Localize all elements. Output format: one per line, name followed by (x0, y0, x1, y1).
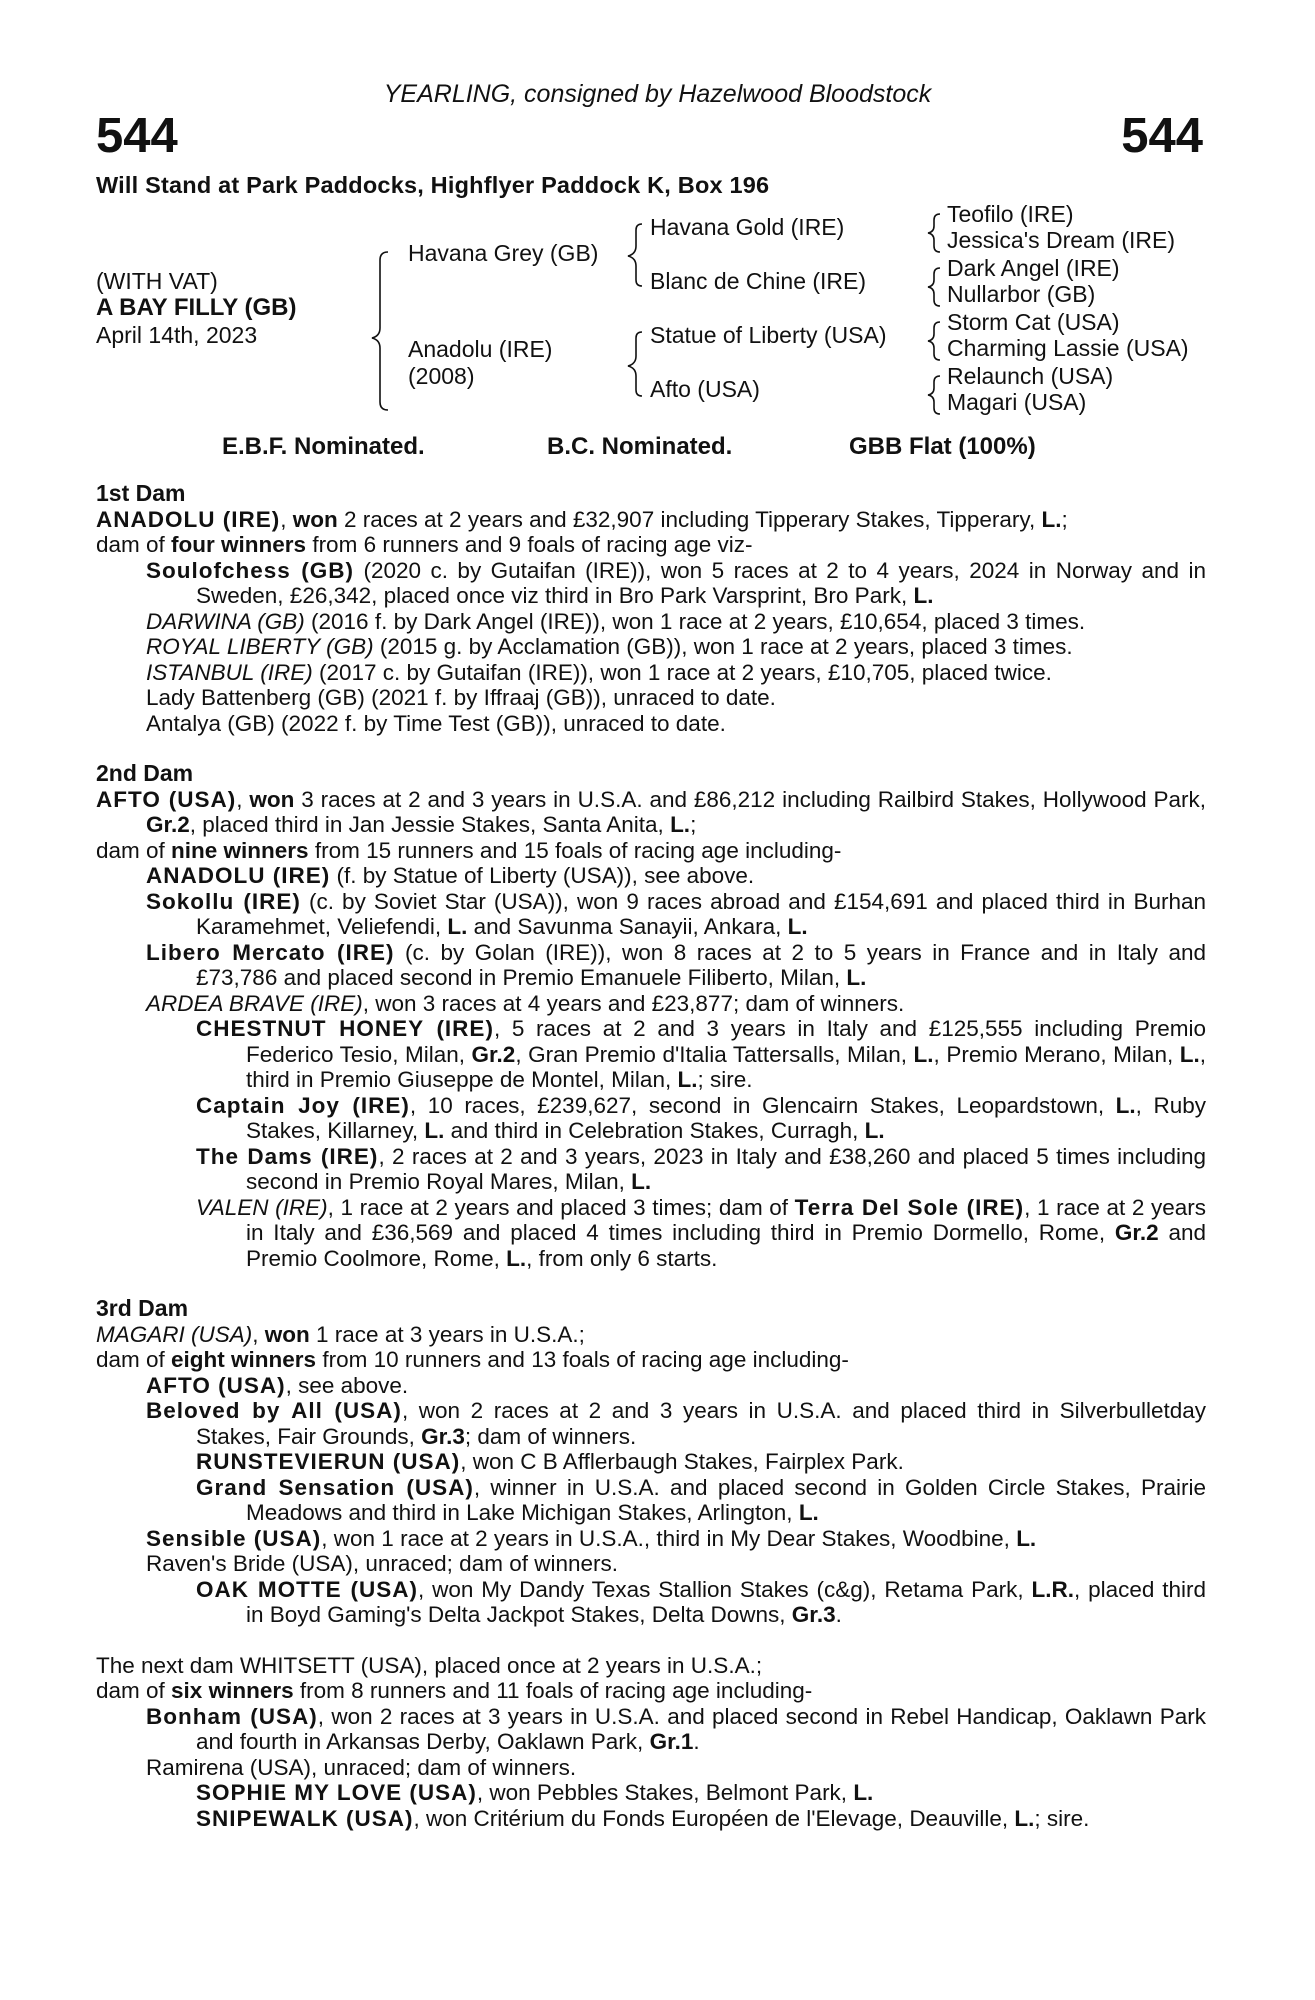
text: from 8 runners and 11 foals of racing age including- (293, 1678, 813, 1703)
list-item (96, 1093, 1206, 1144)
ancestor-6: Charming Lassie (USA) (947, 335, 1189, 361)
group-mark: Gr.1 (649, 1729, 694, 1754)
text: and third in Celebration Stakes, Curragh, (444, 1118, 865, 1143)
text: , 5 races at 2 and 3 years in Italy and £125,555 including Premio Federico Tesio, Milan, (246, 1016, 1206, 1067)
text: , placed third in Jan Jessie Stakes, Santa Anita, (189, 812, 671, 837)
listed-mark: L. (447, 914, 468, 939)
text: , placed third in Boyd Gaming's Delta Jackpot Stakes, Delta Downs, (246, 1576, 1207, 1627)
list-item (96, 558, 1206, 609)
horse-name: Terra Del Sole (IRE) (794, 1194, 1025, 1220)
group-mark: Gr.3 (791, 1602, 836, 1627)
horse-name: Libero Mercato (IRE) (146, 939, 395, 965)
list-item (96, 863, 1206, 889)
listed-mark: L. (1115, 1092, 1136, 1118)
list-item (96, 1806, 1206, 1832)
listed-mark: L. (1016, 1525, 1037, 1551)
vat-note: (WITH VAT) (96, 268, 218, 294)
text: , won 1 race at 2 years in U.S.A., third in My Dear Stakes, Woodbine, (321, 1525, 1017, 1551)
text: (2017 c. by Gutaifan (IRE)), won 1 race at 2 years, £10,705, placed twice. (312, 659, 1052, 685)
horse-name: VALEN (IRE) (196, 1194, 328, 1220)
text: , won C B Afflerbaugh Stakes, Fairplex Park. (460, 1449, 904, 1474)
horse-name: CHESTNUT HONEY (IRE) (196, 1016, 494, 1041)
text: , Ruby Stakes, Killarney, (246, 1092, 1206, 1143)
dam-name-bold: AFTO (USA) (96, 786, 237, 812)
second-dam-section (96, 761, 1206, 1271)
next-dam-section (96, 1653, 1206, 1832)
list-item (96, 1577, 1206, 1628)
text: , won 2 races at 3 years in U.S.A. and placed second in Rebel Handicap, Oaklawn Park and fourth in Arkansas Derby, Oaklawn Park, (196, 1703, 1206, 1754)
text: ; sire. (697, 1067, 753, 1092)
dam-year: (2008) (408, 363, 475, 389)
list-item (96, 1373, 1206, 1399)
list-item (96, 889, 1206, 940)
listed-mark: L. (798, 1500, 819, 1525)
list-item (96, 1780, 1206, 1806)
text: from 15 runners and 15 foals of racing age including- (308, 837, 842, 863)
dam-produce-summary (96, 1347, 1206, 1373)
horse-name: RUNSTEVIERUN (USA) (196, 1449, 461, 1474)
text: . (835, 1602, 842, 1627)
text: , won Critérium du Fonds Européen de l'Elevage, Deauville, (413, 1805, 1015, 1831)
listed-mark: L. (424, 1118, 445, 1143)
section-heading: 1st Dam (96, 480, 186, 506)
dam-record: AFTO (USA), won 3 races at 2 and 3 years in U.S.A. and £86,212 including Railbird Stakes, Hollywood Park, Gr.2, placed third in Jan Jessie Stakes, Santa Anita, L.; (96, 786, 1206, 837)
list-item (96, 991, 1206, 1017)
lot-number-left: 544 (96, 109, 178, 163)
won-word: won (264, 1321, 310, 1347)
third-dam-section (96, 1296, 1206, 1628)
text: , see above. (285, 1372, 409, 1398)
text: , won 3 races at 4 years and £23,877; dam of winners. (362, 990, 905, 1016)
group-mark: Gr.2 (1114, 1220, 1159, 1245)
listed-mark: L. (1014, 1805, 1035, 1831)
horse-name: DARWINA (GB) (146, 608, 305, 634)
horse-name: SOPHIE MY LOVE (USA) (196, 1780, 477, 1805)
text: dam of (96, 1678, 172, 1703)
horse-name: ROYAL LIBERTY (GB) (146, 634, 374, 659)
first-dam-section (96, 481, 1206, 736)
dam-produce-summary (96, 1678, 1206, 1704)
listed-mark: L. (506, 1245, 527, 1271)
dam-produce-summary (96, 532, 1206, 558)
horse-name: AFTO (USA) (146, 1372, 286, 1398)
listed-mark: L. (913, 1041, 934, 1067)
horse-name: Sensible (USA) (146, 1525, 322, 1551)
horse-name: Soulofchess (GB) (146, 557, 354, 583)
winners-count: four winners (171, 532, 307, 557)
listed-mark: L.R. (1031, 1576, 1074, 1602)
winners-count: nine winners (171, 837, 309, 863)
horse-name: SNIPEWALK (USA) (196, 1805, 414, 1831)
list-item (96, 1704, 1206, 1755)
ancestor-4: Nullarbor (GB) (947, 281, 1096, 307)
sire-dam: Blanc de Chine (IRE) (650, 268, 867, 294)
dam-dam: Afto (USA) (650, 376, 760, 402)
listed-mark: L. (864, 1118, 885, 1143)
text: (c. by Soviet Star (USA)), won 9 races abroad and £154,691 and placed third in Burhan Karamehmet, Veliefendi, (196, 888, 1206, 939)
text: , won 2 races at 2 and 3 years in U.S.A. and placed third in Silverbulletday Stakes, Fair Grounds, (196, 1398, 1206, 1449)
dam-name: MAGARI (USA) (96, 1321, 253, 1347)
text: (2020 c. by Gutaifan (IRE)), won 5 races at 2 to 4 years, 2024 in Norway and in Sweden, £26,342, placed once viz third in Bro Park Varsprint, Bro Park, (196, 557, 1206, 608)
sire-name: Havana Grey (GB) (408, 240, 599, 266)
list-item (96, 634, 1206, 660)
horse-name: Captain Joy (IRE) (196, 1092, 410, 1118)
won-word: won (249, 786, 295, 812)
ancestor-7: Relaunch (USA) (947, 363, 1114, 389)
text: dam of (96, 837, 172, 863)
text: from 10 runners and 13 foals of racing age including- (316, 1347, 849, 1372)
listed-mark: L. (787, 914, 808, 939)
list-item (96, 609, 1206, 635)
list-item (96, 1016, 1206, 1093)
record-text: 2 races at 2 years and £32,907 including Tipperary Stakes, Tipperary, (337, 506, 1042, 532)
horse-name: Bonham (USA) (146, 1703, 318, 1729)
list-item (96, 940, 1206, 991)
text: ; sire. (1034, 1805, 1090, 1831)
text: , 2 races at 2 and 3 years, 2023 in Italy and £38,260 and placed 5 times including second in Premio Royal Mares, Milan, (246, 1143, 1206, 1194)
group-mark: Gr.2 (471, 1041, 516, 1067)
text: , from only 6 starts. (526, 1245, 718, 1271)
winners-count: eight winners (171, 1347, 317, 1372)
list-item: Lady Battenberg (GB) (2021 f. by Iffraaj (GB)), unraced to date. (146, 685, 776, 710)
text: (2016 f. by Dark Angel (IRE)), won 1 race at 2 years, £10,654, placed 3 times. (304, 608, 1086, 634)
text: , 1 race at 2 years and placed 3 times; dam of (327, 1194, 795, 1220)
ancestor-5: Storm Cat (USA) (947, 309, 1120, 335)
gbb-status: GBB Flat (100%) (849, 433, 1036, 460)
list-item (96, 1144, 1206, 1195)
list-item (96, 1449, 1206, 1475)
text: from 6 runners and 9 foals of racing age viz- (306, 532, 753, 557)
text: ; dam of winners. (464, 1423, 637, 1449)
listed-mark: L. (1179, 1041, 1200, 1067)
text: , Premio Merano, Milan, (933, 1041, 1180, 1067)
list-item (96, 1475, 1206, 1526)
horse-name: ISTANBUL (IRE) (146, 659, 313, 685)
sire-sire: Havana Gold (IRE) (650, 214, 845, 240)
listed-mark: L. (1041, 506, 1062, 532)
text: , winner in U.S.A. and placed second in Golden Circle Stakes, Prairie Meadows and third in Lake Michigan Stakes, Arlington, (246, 1474, 1207, 1525)
text: and Premio Coolmore, Rome, (246, 1220, 1206, 1271)
pedigree-notes (96, 481, 1206, 1831)
text: (c. by Golan (IRE)), won 8 races at 2 to 5 years in France and in Italy and £73,786 and placed second in Premio Emanuele Filiberto, Milan, (196, 939, 1206, 990)
list-item: Ramirena (USA), unraced; dam of winners. (146, 1754, 577, 1780)
dam-produce-summary (96, 838, 1206, 864)
ancestor-3: Dark Angel (IRE) (947, 255, 1120, 281)
listed-mark: L. (853, 1780, 874, 1805)
stand-location: Will Stand at Park Paddocks, Highflyer Paddock K, Box 196 (96, 172, 770, 198)
list-item: Raven's Bride (USA), unraced; dam of winners. (146, 1551, 618, 1576)
punct: ; (1061, 506, 1068, 532)
text: , third in Premio Giuseppe de Montel, Milan, (246, 1041, 1207, 1092)
horse-name: ANADOLU (IRE) (146, 863, 331, 888)
ancestor-1: Teofilo (IRE) (947, 201, 1074, 227)
horse-name: ARDEA BRAVE (IRE) (146, 990, 363, 1016)
foaling-date: April 14th, 2023 (96, 322, 258, 348)
horse-name: Beloved by All (USA) (146, 1398, 402, 1423)
text: and Savunma Sanayii, Ankara, (467, 914, 788, 939)
won-word: won (292, 506, 338, 532)
horse-name: Sokollu (IRE) (146, 888, 301, 914)
winners-count: six winners (171, 1678, 294, 1703)
text: , won Pebbles Stakes, Belmont Park, (476, 1780, 854, 1805)
group-mark: Gr.3 (421, 1423, 465, 1449)
text: 3 races at 2 and 3 years in U.S.A. and £86,212 including Railbird Stakes, Hollywood Park, (294, 786, 1206, 812)
punct: ; (690, 812, 697, 837)
dam-sire: Statue of Liberty (USA) (650, 322, 887, 348)
ebf-nomination: E.B.F. Nominated. (222, 433, 425, 460)
text: , won My Dandy Texas Stallion Stakes (c&g), Retama Park, (417, 1576, 1032, 1602)
ancestor-8: Magari (USA) (947, 389, 1087, 415)
listed-mark: L. (670, 812, 691, 837)
text: . (693, 1729, 700, 1754)
next-dam-record: The next dam WHITSETT (USA), placed once at 2 years in U.S.A.; (96, 1652, 763, 1678)
section-heading: 2nd Dam (96, 760, 194, 786)
dam-record: ANADOLU (IRE), won 2 races at 2 years and £32,907 including Tipperary Stakes, Tipperary, L.; (96, 506, 1068, 532)
list-item (96, 1526, 1206, 1552)
dam-name: Anadolu (IRE) (408, 336, 553, 362)
text: , 1 race at 2 years in Italy and £36,569 and placed 4 times including third in Premio Dormello, Rome, (246, 1194, 1207, 1245)
text: , Gran Premio d'Italia Tattersalls, Milan, (515, 1041, 914, 1067)
dam-name-bold: ANADOLU (IRE) (96, 506, 281, 532)
consignment-line: YEARLING, consigned by Hazelwood Bloodstock (383, 80, 932, 108)
horse-name: OAK MOTTE (USA) (196, 1576, 418, 1602)
horse-name: The Dams (IRE) (196, 1143, 379, 1169)
listed-mark: L. (677, 1067, 698, 1092)
text: (f. by Statue of Liberty (USA)), see above. (330, 863, 755, 888)
text: , 10 races, £239,627, second in Glencairn Stakes, Leopardstown, (409, 1092, 1116, 1118)
text: (2015 g. by Acclamation (GB)), won 1 race at 2 years, placed 3 times. (373, 634, 1073, 659)
text: 1 race at 3 years in U.S.A.; (309, 1321, 585, 1347)
pedigree-table (0, 200, 1315, 430)
listed-mark: L. (846, 965, 867, 990)
list-item (96, 660, 1206, 686)
list-item (96, 1398, 1206, 1449)
horse-name: Grand Sensation (USA) (196, 1474, 474, 1500)
dam-record: MAGARI (USA), won 1 race at 3 years in U.S.A.; (96, 1321, 585, 1347)
lot-number-right: 544 (1121, 109, 1203, 163)
bc-nomination: B.C. Nominated. (547, 433, 733, 460)
subject-name: A BAY FILLY (GB) (96, 294, 297, 321)
text: dam of (96, 532, 172, 557)
text: dam of (96, 1347, 172, 1372)
list-item (96, 1195, 1206, 1272)
listed-mark: L. (631, 1169, 652, 1194)
section-heading: 3rd Dam (96, 1295, 189, 1321)
ancestor-2: Jessica's Dream (IRE) (947, 227, 1176, 253)
list-item: Antalya (GB) (2022 f. by Time Test (GB)), unraced to date. (146, 710, 726, 736)
listed-mark: L. (913, 583, 934, 608)
group-mark: Gr.2 (146, 812, 190, 837)
